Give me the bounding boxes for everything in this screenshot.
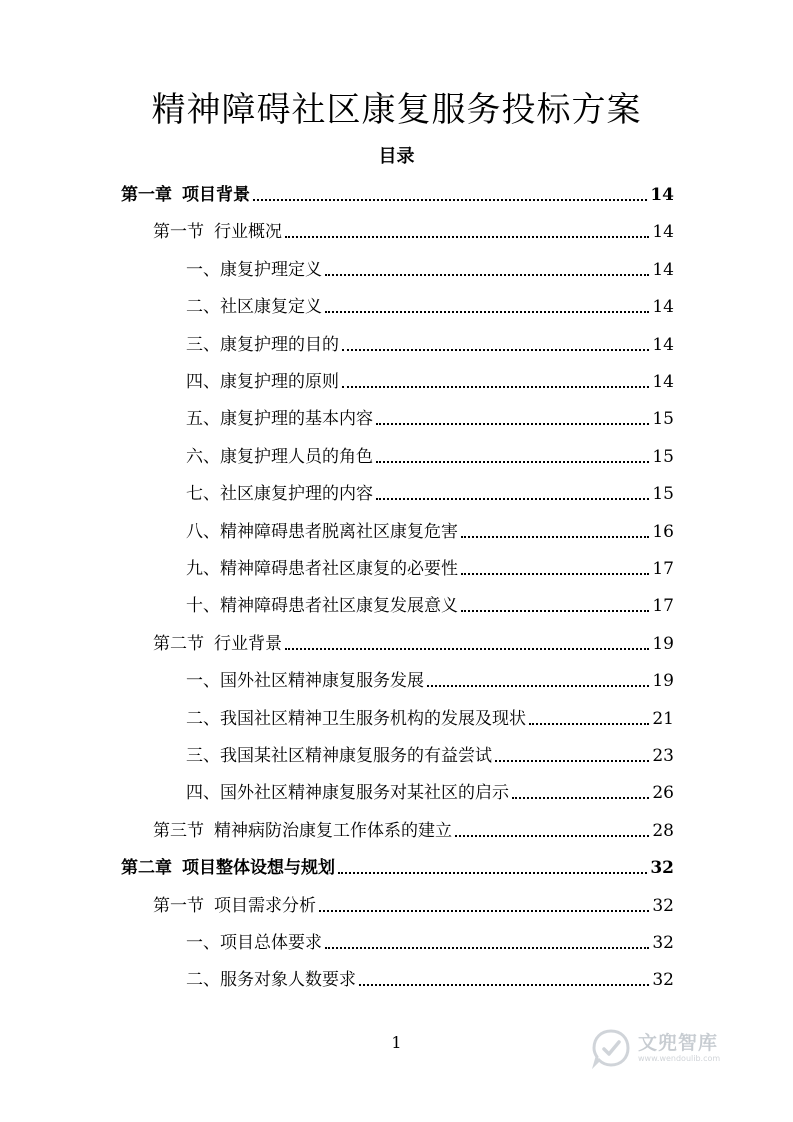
toc-entry-title: 社区康复定义 [220, 297, 322, 318]
toc-entry-label: 第二节 [153, 633, 204, 654]
toc-entry-text [186, 521, 458, 543]
toc-entry-label: 四、 [186, 783, 220, 804]
toc-entry-title: 精神病防治康复工作体系的建立 [214, 820, 452, 841]
toc-page-number: 15 [652, 484, 674, 505]
toc-entry-text [186, 296, 322, 318]
toc-entry[interactable] [186, 288, 674, 318]
toc-entry-title: 国外社区精神康复服务对某社区的启示 [220, 783, 509, 804]
toc-page-number: 19 [652, 671, 674, 692]
toc-leader-dots [461, 536, 649, 538]
watermark-text [638, 1032, 720, 1064]
toc-entry-label: 第一节 [153, 222, 204, 243]
toc-leader-dots [285, 648, 649, 650]
wendoc-logo-icon [590, 1027, 632, 1069]
toc-entry-text [153, 895, 316, 917]
toc-leader-dots [359, 984, 649, 986]
toc-leader-dots [342, 349, 649, 351]
toc-page-number: 32 [650, 858, 674, 879]
toc-entry-label: 第一节 [153, 895, 204, 916]
toc-page-number: 14 [652, 259, 674, 280]
toc-entry-title: 康复护理定义 [220, 259, 322, 280]
toc-entry-text [153, 820, 452, 842]
toc-entry[interactable] [186, 251, 674, 281]
toc-leader-dots [427, 685, 649, 687]
toc-entry-text [121, 184, 250, 206]
toc-entry[interactable] [153, 213, 674, 243]
toc-leader-dots [495, 760, 649, 762]
toc-leader-dots [325, 947, 649, 949]
toc-entry-label: 第一章 [121, 185, 172, 205]
toc-entry[interactable] [121, 176, 674, 206]
toc-entry-text [186, 334, 339, 356]
toc-page-number: 14 [652, 334, 674, 355]
toc-page-number: 14 [652, 372, 674, 392]
toc-page-number: 15 [652, 409, 674, 430]
toc-entry-text [186, 595, 458, 617]
toc-page-number: 14 [652, 222, 674, 243]
toc-leader-dots [376, 423, 649, 425]
toc-entry-text [121, 857, 335, 879]
toc-entry-label: 二、 [186, 970, 220, 991]
toc-entry-title: 项目需求分析 [214, 895, 316, 916]
toc-page-number: 26 [652, 783, 674, 804]
toc-entry-title: 康复护理的基本内容 [220, 409, 373, 430]
toc-entry-text [186, 745, 492, 767]
toc-entry-label: 五、 [186, 409, 220, 430]
toc-page-number: 32 [652, 933, 674, 953]
toc-entry-label: 一、 [186, 671, 220, 692]
toc-entry[interactable] [186, 924, 674, 954]
toc-page-number: 14 [650, 185, 674, 205]
toc-page-number: 21 [652, 708, 674, 729]
toc-entry-label: 十、 [186, 596, 220, 617]
toc-entry-text [186, 558, 458, 580]
toc-entry-label: 二、 [186, 708, 220, 729]
toc-leader-dots [342, 386, 649, 388]
toc-entry-title: 行业背景 [214, 633, 282, 654]
toc-entry[interactable] [186, 438, 674, 468]
toc-leader-dots [461, 573, 649, 575]
toc-entry-title: 精神障碍患者社区康复发展意义 [220, 596, 458, 617]
toc-entry[interactable] [186, 475, 674, 505]
toc-entry-label: 三、 [186, 746, 220, 766]
toc-page-number: 14 [652, 297, 674, 318]
toc-entry-title: 国外社区精神康复服务发展 [220, 671, 424, 692]
toc-entry[interactable] [121, 849, 674, 879]
toc-entry[interactable] [186, 662, 674, 692]
toc-leader-dots [461, 610, 649, 612]
toc-entry-label: 四、 [186, 372, 220, 392]
toc-entry-label: 六、 [186, 446, 220, 467]
toc-entry[interactable] [186, 774, 674, 804]
toc-entry[interactable] [186, 737, 674, 767]
toc-leader-dots [285, 236, 649, 238]
toc-page-number: 19 [652, 633, 674, 654]
toc-leader-dots [325, 311, 649, 313]
watermark-name: 文兜智库 [638, 1032, 719, 1054]
toc-entry[interactable] [153, 887, 674, 917]
toc-leader-dots [338, 872, 647, 874]
toc-entry-text [186, 782, 509, 804]
toc-entry[interactable] [186, 513, 674, 543]
toc-leader-dots [512, 797, 649, 799]
toc-leader-dots [376, 498, 649, 500]
toc-entry-title: 精神障碍患者脱离社区康复危害 [220, 521, 458, 542]
toc-entry-text [153, 633, 282, 655]
toc-entry-text [186, 670, 424, 692]
toc-entry[interactable] [153, 625, 674, 655]
toc-entry[interactable] [186, 700, 674, 730]
toc-entry-title: 服务对象人数要求 [220, 970, 356, 991]
toc-entry[interactable] [186, 961, 674, 991]
watermark-url: www.wendoulib.com [638, 1054, 721, 1063]
toc-entry-text [186, 932, 322, 954]
toc-page-number: 23 [652, 746, 674, 766]
toc-leader-dots [529, 723, 649, 725]
toc-entry[interactable] [186, 587, 674, 617]
toc-entry-title: 社区康复护理的内容 [220, 484, 373, 505]
toc-entry-text [186, 259, 322, 281]
toc-entry-label: 第三节 [153, 820, 204, 841]
watermark [590, 1020, 770, 1076]
toc-entry-label: 第二章 [121, 858, 172, 879]
toc-entry-label: 二、 [186, 297, 220, 318]
toc-entry-text [153, 221, 282, 243]
toc-entry[interactable] [186, 363, 674, 393]
toc-page-number: 16 [652, 521, 674, 542]
toc-entry-title: 康复护理人员的角色 [220, 446, 373, 467]
toc-entry-text [186, 708, 526, 730]
toc-entry[interactable] [186, 326, 674, 356]
toc-entry-title: 行业概况 [214, 222, 282, 243]
toc-entry-title: 康复护理的原则 [220, 372, 339, 392]
toc-entry-text [186, 483, 373, 505]
toc-page-number: 15 [652, 446, 674, 467]
toc-page-number: 17 [652, 596, 674, 617]
toc-entry-text [186, 371, 339, 393]
toc-entry-title: 项目背景 [182, 185, 250, 205]
toc-entry-title: 我国社区精神卫生服务机构的发展及现状 [220, 708, 526, 729]
toc-entry-label: 三、 [186, 334, 220, 355]
toc-entry-label: 九、 [186, 559, 220, 579]
toc-entry-title: 项目整体设想与规划 [182, 858, 335, 879]
toc-entry[interactable] [153, 812, 674, 842]
toc-page-number: 17 [652, 559, 674, 579]
document-title: 精神障碍社区康复服务投标方案 [151, 90, 642, 130]
toc-leader-dots [319, 910, 649, 912]
toc-entry-label: 一、 [186, 259, 220, 280]
toc-entry-title: 康复护理的目的 [220, 334, 339, 355]
toc-entry[interactable] [186, 400, 674, 430]
toc-leader-dots [455, 835, 649, 837]
toc-entry-text [186, 446, 373, 468]
toc-page-number: 32 [652, 970, 674, 991]
toc-entry-title: 精神障碍患者社区康复的必要性 [220, 559, 458, 579]
toc-entry-title: 项目总体要求 [220, 933, 322, 953]
toc-entry-label: 一、 [186, 933, 220, 953]
toc-entry-label: 七、 [186, 484, 220, 505]
page-number: 1 [391, 1033, 402, 1052]
toc-leader-dots [253, 199, 647, 201]
toc-page-number: 32 [652, 895, 674, 916]
toc-entry-title: 我国某社区精神康复服务的有益尝试 [220, 746, 492, 766]
toc-entry[interactable] [186, 550, 674, 580]
toc-leader-dots [376, 461, 649, 463]
toc-entry-text [186, 969, 356, 991]
toc-heading: 目录 [378, 146, 415, 167]
toc-entry-label: 八、 [186, 521, 220, 542]
toc-entry-text [186, 408, 373, 430]
toc-leader-dots [325, 274, 649, 276]
toc-page-number: 28 [652, 820, 674, 841]
